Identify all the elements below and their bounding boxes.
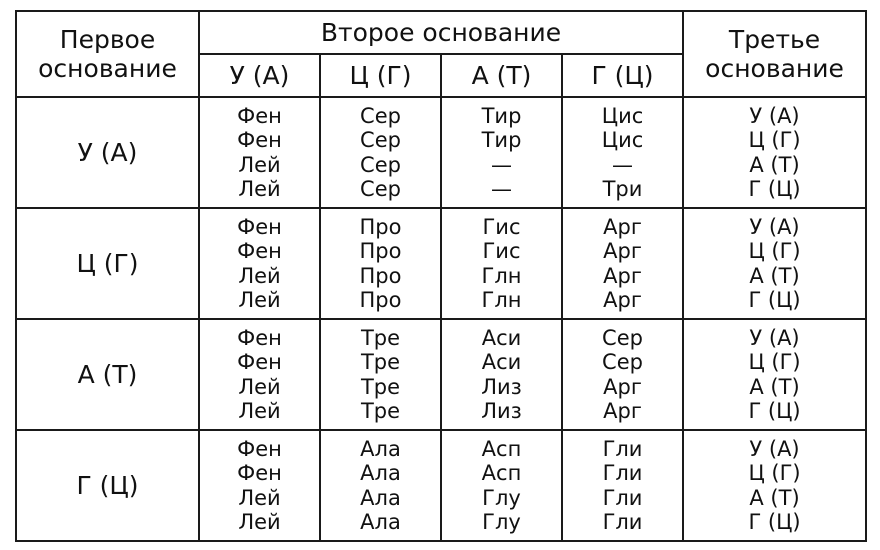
amino-acid: Гли — [602, 436, 643, 461]
amino-acid: Тир — [481, 103, 522, 128]
third-base-label: Г (Ц) — [748, 287, 801, 312]
third-base-label: Ц (Г) — [748, 350, 801, 375]
amino-acid: Сер — [360, 103, 401, 128]
amino-acid: Лей — [238, 176, 281, 201]
third-base-label: Г (Ц) — [748, 398, 801, 423]
amino-acid: Лей — [238, 152, 281, 177]
third-base-label: У (А) — [749, 436, 800, 461]
amino-acid: Сер — [602, 325, 643, 350]
amino-acid: Тре — [360, 350, 401, 375]
amino-acid-cell — [199, 430, 320, 541]
amino-acid-cell — [562, 430, 683, 541]
amino-acid-cell — [441, 319, 562, 430]
amino-acid: Фен — [237, 128, 282, 153]
amino-acid-cell — [562, 208, 683, 319]
first-base-header-line: основание — [38, 54, 177, 83]
amino-acid: Про — [359, 263, 402, 288]
first-base-header-line: Первое — [59, 25, 156, 54]
amino-acid: Лей — [238, 509, 281, 534]
third-base-label: А (Т) — [749, 485, 800, 510]
third-base-cell — [683, 97, 866, 208]
amino-acid: Ала — [360, 461, 401, 486]
amino-acid: Лиз — [481, 374, 522, 399]
table-row — [16, 430, 866, 541]
amino-acid: Три — [602, 176, 643, 201]
amino-acid-cell — [441, 430, 562, 541]
second-base-header: Второе основание — [199, 11, 683, 54]
third-base-label: У (А) — [749, 103, 800, 128]
first-base-label: А (Т) — [16, 319, 199, 430]
amino-acid-cell — [199, 97, 320, 208]
amino-acid: — — [612, 152, 634, 177]
amino-acid: Про — [359, 239, 402, 264]
third-base-label: У (А) — [749, 325, 800, 350]
genetic-code-table — [15, 10, 867, 542]
third-base-label: Г (Ц) — [748, 509, 801, 534]
third-base-cell — [683, 319, 866, 430]
first-base-label: Г (Ц) — [16, 430, 199, 541]
amino-acid: Гли — [602, 509, 643, 534]
amino-acid: Арг — [603, 239, 642, 264]
third-base-label: А (Т) — [749, 374, 800, 399]
amino-acid: Арг — [603, 263, 642, 288]
amino-acid: Аси — [481, 325, 522, 350]
amino-acid-cell — [441, 208, 562, 319]
amino-acid: Гис — [482, 214, 521, 239]
amino-acid: Ала — [360, 436, 401, 461]
amino-acid: Фен — [237, 461, 282, 486]
amino-acid: Сер — [602, 350, 643, 375]
amino-acid: Про — [359, 287, 402, 312]
amino-acid-cell — [320, 430, 441, 541]
amino-acid-cell — [562, 97, 683, 208]
amino-acid: Лей — [238, 485, 281, 510]
amino-acid-cell — [199, 208, 320, 319]
amino-acid: Сер — [360, 152, 401, 177]
amino-acid-cell — [441, 97, 562, 208]
first-base-header — [16, 11, 199, 97]
amino-acid: Фен — [237, 103, 282, 128]
amino-acid: Гис — [482, 239, 521, 264]
amino-acid: Тре — [360, 325, 401, 350]
amino-acid: Асп — [481, 436, 522, 461]
table-row — [16, 208, 866, 319]
second-base-column-header: Ц (Г) — [320, 54, 441, 97]
amino-acid: Глу — [482, 485, 521, 510]
amino-acid: Арг — [603, 214, 642, 239]
first-base-label: У (А) — [16, 97, 199, 208]
amino-acid: Сер — [360, 128, 401, 153]
amino-acid-cell — [199, 319, 320, 430]
first-base-label: Ц (Г) — [16, 208, 199, 319]
table-row — [16, 97, 866, 208]
amino-acid: Лей — [238, 263, 281, 288]
amino-acid: Лиз — [481, 398, 522, 423]
third-base-label: А (Т) — [749, 263, 800, 288]
second-base-column-header: Г (Ц) — [562, 54, 683, 97]
amino-acid: Гли — [602, 461, 643, 486]
amino-acid: — — [491, 176, 512, 201]
third-base-header-line: Третье — [728, 25, 821, 54]
amino-acid-cell — [320, 319, 441, 430]
amino-acid: Сер — [360, 176, 401, 201]
third-base-label: Ц (Г) — [748, 461, 801, 486]
amino-acid: — — [491, 152, 512, 177]
third-base-cell — [683, 430, 866, 541]
amino-acid: Глу — [482, 509, 521, 534]
amino-acid: Арг — [603, 398, 642, 423]
amino-acid: Аси — [481, 350, 522, 375]
third-base-cell — [683, 208, 866, 319]
amino-acid: Ала — [360, 485, 401, 510]
amino-acid: Фен — [237, 239, 282, 264]
amino-acid: Глн — [481, 287, 522, 312]
third-base-label: Ц (Г) — [748, 239, 801, 264]
third-base-header — [683, 11, 866, 97]
amino-acid: Лей — [238, 398, 281, 423]
amino-acid: Фен — [237, 436, 282, 461]
amino-acid: Цис — [601, 128, 644, 153]
amino-acid-cell — [562, 319, 683, 430]
amino-acid: Тир — [481, 128, 522, 153]
amino-acid: Арг — [603, 287, 642, 312]
third-base-label: Г (Ц) — [748, 176, 801, 201]
amino-acid: Глн — [481, 263, 522, 288]
amino-acid: Асп — [481, 461, 522, 486]
amino-acid: Лей — [238, 374, 281, 399]
amino-acid: Тре — [360, 398, 401, 423]
table-body — [16, 97, 866, 541]
amino-acid: Фен — [237, 214, 282, 239]
third-base-label: А (Т) — [749, 152, 800, 177]
third-base-label: У (А) — [749, 214, 800, 239]
amino-acid: Тре — [360, 374, 401, 399]
amino-acid: Цис — [601, 103, 644, 128]
amino-acid: Про — [359, 214, 402, 239]
amino-acid: Фен — [237, 325, 282, 350]
amino-acid-cell — [320, 208, 441, 319]
third-base-label: Ц (Г) — [748, 128, 801, 153]
second-base-column-header: А (Т) — [441, 54, 562, 97]
amino-acid-cell — [320, 97, 441, 208]
amino-acid: Ала — [360, 509, 401, 534]
second-base-column-header: У (А) — [199, 54, 320, 97]
amino-acid: Арг — [603, 374, 642, 399]
third-base-header-line: основание — [705, 54, 844, 83]
amino-acid: Лей — [238, 287, 281, 312]
amino-acid: Фен — [237, 350, 282, 375]
amino-acid: Гли — [602, 485, 643, 510]
table-row — [16, 319, 866, 430]
